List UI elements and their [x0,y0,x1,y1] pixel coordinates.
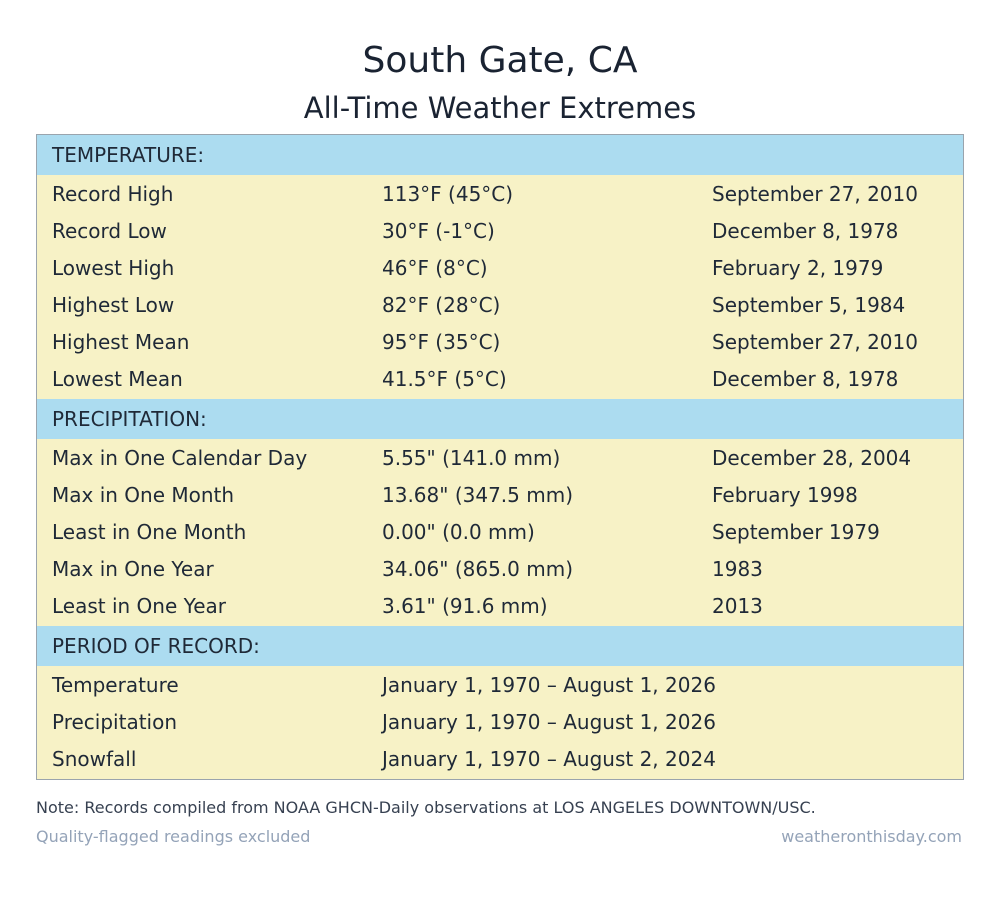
row-label: Highest Mean [52,330,190,354]
row-value: 82°F (28°C) [382,293,501,317]
row-value: 95°F (35°C) [382,330,501,354]
table-row [37,287,963,324]
table-row [37,514,963,551]
table-row [37,324,963,361]
row-date: September 27, 2010 [712,182,918,206]
row-value: 13.68" (347.5 mm) [382,483,573,507]
row-value: 113°F (45°C) [382,182,514,206]
row-label: Highest Low [52,293,175,317]
row-value: January 1, 1970 – August 2, 2024 [382,747,716,771]
row-value: 5.55" (141.0 mm) [382,446,561,470]
table-row [37,551,963,588]
table-row [37,667,963,704]
row-date: December 8, 1978 [712,219,899,243]
row-value: 34.06" (865.0 mm) [382,557,573,581]
row-date: December 28, 2004 [712,446,912,470]
row-label: Lowest High [52,256,175,280]
table-row [37,477,963,514]
row-label: Max in One Calendar Day [52,446,308,470]
row-date: September 1979 [712,520,880,544]
table-row [37,213,963,250]
table-row [37,176,963,213]
row-value: 46°F (8°C) [382,256,488,280]
row-date: 2013 [712,594,763,618]
temperature-rows [37,175,963,399]
row-value: 3.61" (91.6 mm) [382,594,548,618]
extremes-table [36,134,964,780]
row-label: Max in One Year [52,557,214,581]
row-label: Precipitation [52,710,178,734]
row-label: Record High [52,182,174,206]
row-value: 41.5°F (5°C) [382,367,507,391]
table-row [37,588,963,625]
row-date: December 8, 1978 [712,367,899,391]
row-label: Record Low [52,219,167,243]
row-label: Snowfall [52,747,137,771]
row-label: Least in One Month [52,520,247,544]
table-row [37,250,963,287]
table-row [37,741,963,778]
period-rows [37,666,963,779]
row-date: September 5, 1984 [712,293,906,317]
row-date: February 1998 [712,483,858,507]
table-row [37,704,963,741]
row-date: September 27, 2010 [712,330,918,354]
section-header-precipitation: PRECIPITATION: [37,399,963,439]
table-row [37,361,963,398]
row-value: 30°F (-1°C) [382,219,495,243]
row-label: Max in One Month [52,483,235,507]
page-title: South Gate, CA [362,40,638,81]
row-value: January 1, 1970 – August 1, 2026 [382,710,716,734]
precipitation-rows [37,439,963,626]
row-date: February 2, 1979 [712,256,884,280]
row-label: Temperature [52,673,179,697]
section-header-period-of-record: PERIOD OF RECORD: [37,626,963,666]
row-date: 1983 [712,557,763,581]
table-row [37,440,963,477]
source-note: Note: Records compiled from NOAA GHCN-Daily observations at LOS ANGELES DOWNTOWN/USC. [36,798,816,817]
footer-quality-note: Quality-flagged readings excluded [36,827,311,846]
footer-site-credit: weatheronthisday.com [781,827,962,846]
row-label: Least in One Year [52,594,226,618]
row-label: Lowest Mean [52,367,183,391]
page-subtitle: All-Time Weather Extremes [303,91,697,125]
row-value: January 1, 1970 – August 1, 2026 [382,673,716,697]
section-header-temperature: TEMPERATURE: [37,135,963,175]
row-value: 0.00" (0.0 mm) [382,520,535,544]
